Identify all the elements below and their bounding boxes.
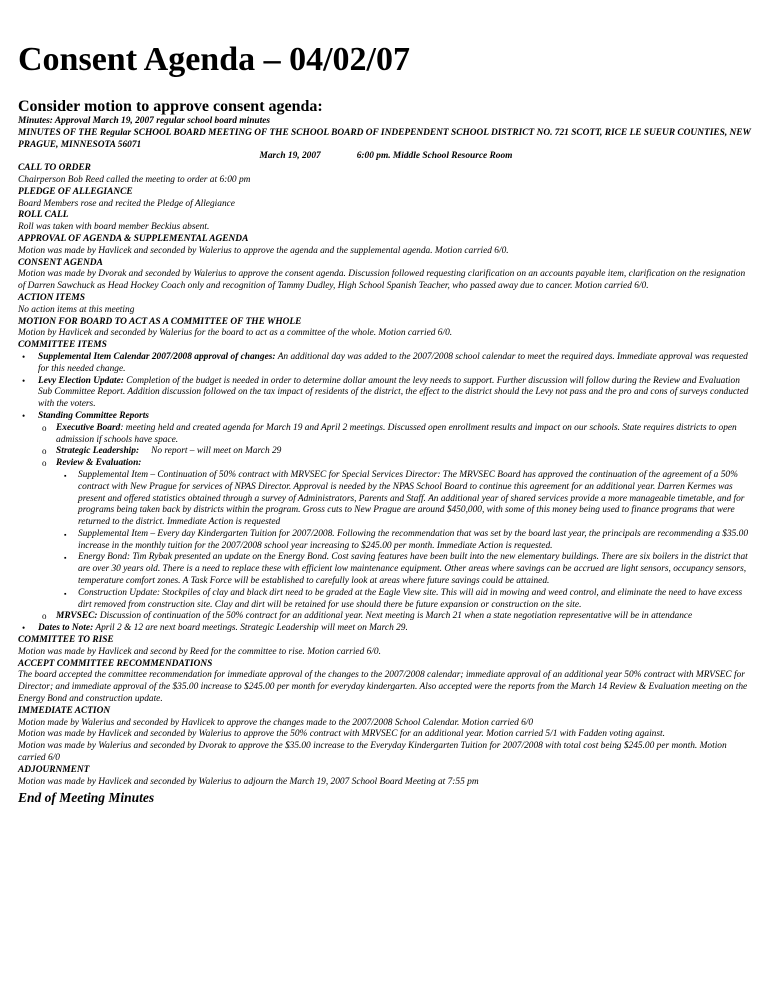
section-text: Motion was made by Walerius and seconded by Dvorak to approve the $35.00 increase to the Everyday Kindergarten Tuition for 2007/2008 with total cost being $245.00 per month. Motion carried 6/0 xyxy=(18,741,727,764)
section-heading: MOTION FOR BOARD TO ACT AS A COMMITTEE OF THE WHOLE xyxy=(18,316,302,327)
section-heading: IMMEDIATE ACTION xyxy=(18,705,111,716)
section-heading: ADJOURNMENT xyxy=(18,764,90,775)
section-text: Motion was made by Havlicek and second by Reed for the committee to rise. Motion carried 6/0. xyxy=(18,646,381,657)
section-heading: APPROVAL OF AGENDA & SUPPLEMENTAL AGENDA xyxy=(18,233,249,244)
minutes-date-line xyxy=(18,151,754,163)
square-marker: ▪ xyxy=(64,530,67,539)
bullet-marker: • xyxy=(22,623,26,634)
circle-marker: o xyxy=(42,422,47,433)
square-marker: ▪ xyxy=(64,589,67,598)
sub-sub-list-item: ▪ Supplemental Item – Every day Kindergarten Tuition for 2007/2008. Following the recommendation that was set by the board last year, the principals are recommending a $35.00 increase in the monthly tuition for the 2007/2008 school year increasing to $245.00 per month. Immediate Action is requested. xyxy=(64,528,749,551)
circle-marker: o xyxy=(42,611,47,622)
bullet-marker: • xyxy=(22,351,26,362)
section-text: Motion was made by Havlicek and seconded by Walerius to approve the 50% contract with MRVSEC for an additional year. Motion carried 5/1 with Fadden voting against. xyxy=(18,729,665,740)
section-heading: ACCEPT COMMITTEE RECOMMENDATIONS xyxy=(18,658,213,669)
section-heading: PLEDGE OF ALLEGIANCE xyxy=(18,186,133,197)
circle-marker: o xyxy=(42,446,47,457)
list-item: • Standing Committee Reports xyxy=(22,410,149,421)
section-text: Motion was made by Dvorak and seconded by Walerius to approve the consent agenda. Discussion followed requesting clarification on an accounts payable item, clarification on the resignation of Darren Sawchuck as Head Hockey Coach only and recognition of Tammy Dudley, High School Spanish Teacher, who passed away due to cancer. Motion carried 6/0. xyxy=(18,269,746,292)
section-text: Motion was made by Havlicek and seconded by Walerius to adjourn the March 19, 2007 School Board Meeting at 7:55 pm xyxy=(18,776,479,787)
section-text: Roll was taken with board member Beckius absent. xyxy=(18,222,210,233)
page-title: Consent Agenda – 04/02/07 xyxy=(18,41,410,78)
list-item: • Dates to Note: April 2 & 12 are next board meetings. Strategic Leadership will meet on March 29. xyxy=(22,623,408,634)
square-marker: ▪ xyxy=(64,554,67,563)
section-text: Chairperson Bob Reed called the meeting to order at 6:00 pm xyxy=(18,174,251,185)
list-item: • Supplemental Item Calendar 2007/2008 approval of changes: An additional day was added to the 2007/2008 school calendar to meet the required days. Immediate approval was requested for this needed change. xyxy=(22,351,748,374)
section-heading: COMMITTEE TO RISE xyxy=(18,635,114,646)
list-item: • Levy Election Update: Completion of the budget is needed in order to determine dollar amount the levy needs to support. Further discussion will follow during the Review and Evaluation Sub Committee Report. Addition discussion followed on the tax impact of residents of the district, the effect to the district should the Levy not pass and the pro and cons of surveys conducted with the voters. xyxy=(22,375,749,410)
meeting-date: March 19, 2007 xyxy=(259,151,321,162)
sub-list-item: o Strategic Leadership: No report – will meet on March 29 xyxy=(42,446,282,457)
section-heading: ACTION ITEMS xyxy=(18,292,85,303)
section-heading: CONSENT AGENDA xyxy=(18,257,103,268)
section-text: Motion made by Walerius and seconded by Havlicek to approve the changes made to the 2007/2008 School Calendar. Motion carried 6/0 xyxy=(18,717,534,728)
minutes-body xyxy=(18,116,754,806)
bullet-marker: • xyxy=(22,410,26,421)
minutes-label: Minutes: Approval March 19, 2007 regular school board minutes xyxy=(18,116,271,126)
section-text: No action items at this meeting xyxy=(18,304,135,315)
sub-sub-list-item: ▪ Energy Bond: Tim Rybak presented an update on the Energy Bond. Cost saving features have been built into the new elementary buildings. There are six boilers in the district that are over 30 years old. There is a need to replace these with efficient low maintenance equipment. Other areas where savings can be accrued are light sensors, occupancy sensors, temperature comfort zones. A Task Force will be established to carefully look at areas where future savings could be attained. xyxy=(64,552,748,587)
meeting-time-place: 6:00 pm. Middle School Resource Room xyxy=(356,151,513,162)
section-heading: CALL TO ORDER xyxy=(18,163,91,174)
section-text: Motion was made by Havlicek and seconded by Walerius to approve the agenda and the supplemental agenda. Motion carried 6/0. xyxy=(18,245,509,256)
section-text: The board accepted the committee recommendation for immediate approval of the changes to the 2007/2008 calendar; immediate approval of an additional year 50% contract with MRVSEC for Director; and immediate approval of the $35.00 increase to $245.00 per month for everyday kindergarten. Also accepted were the reports from the March 14 Review & Evaluation meeting on the Energy Bond and construction update. xyxy=(18,670,748,705)
circle-marker: o xyxy=(42,458,47,469)
section-text: Board Members rose and recited the Pledge of Allegiance xyxy=(18,198,235,209)
sub-sub-list-item: ▪ Construction Update: Stockpiles of clay and black dirt need to be graded at the Eagle View site. This will aid in mowing and weed control, and eliminate the need to have excess dirt removed from construction site. Clay and dirt will be retained for use should there be future expansion or construction on the site. xyxy=(64,587,743,610)
section-heading: COMMITTEE ITEMS xyxy=(18,340,107,351)
section-text: Motion by Havlicek and seconded by Walerius for the board to act as a committee of the whole. Motion carried 6/0. xyxy=(18,328,453,339)
minutes-header: MINUTES OF THE Regular SCHOOL BOARD MEETING OF THE SCHOOL BOARD OF INDEPENDENT SCHOOL DISTRICT NO. 721 SCOTT, RICE LE SUEUR COUNTIES, NEW PRAGUE, MINNESOTA 56071 xyxy=(18,127,751,150)
section-heading: ROLL CALL xyxy=(18,210,69,221)
square-marker: ▪ xyxy=(64,471,67,480)
sub-list-item: o MRVSEC: Discussion of continuation of the 50% contract for an additional year. Next meeting is March 21 when a state negotiation representative will be in attendance xyxy=(42,611,693,622)
bullet-marker: • xyxy=(22,375,26,386)
sub-sub-list-item: ▪ Supplemental Item – Continuation of 50% contract with MRVSEC for Special Services Director: The MRVSEC Board has approved the continuation of the agreement of a 50% contract with New Prague for services of NPAS Director. Approval is needed by the NPAS School Board to continue this agreement for an additional year. Darren Kermes was present and offered statistics obtained through a survey of Administrators, Parents and Staff. An additional year of shared services provide a more manageable timetable, and for programs being taken back by districts within the program. Gross cuts to New Prague are around $450,000, with some of this money being used to finance programs that were returned to the district. Immediate Action is requested xyxy=(64,469,745,528)
end-of-minutes: End of Meeting Minutes xyxy=(18,790,155,806)
page-subtitle: Consider motion to approve consent agenda: xyxy=(18,98,323,115)
sub-list-item: o Executive Board: meeting held and created agenda for March 19 and April 2 meetings. Discussed open enrollment results and impact on our schools. State requires districts to open admission if schools have space. xyxy=(42,422,737,445)
sub-list-item: o Review & Evaluation: xyxy=(42,458,142,469)
